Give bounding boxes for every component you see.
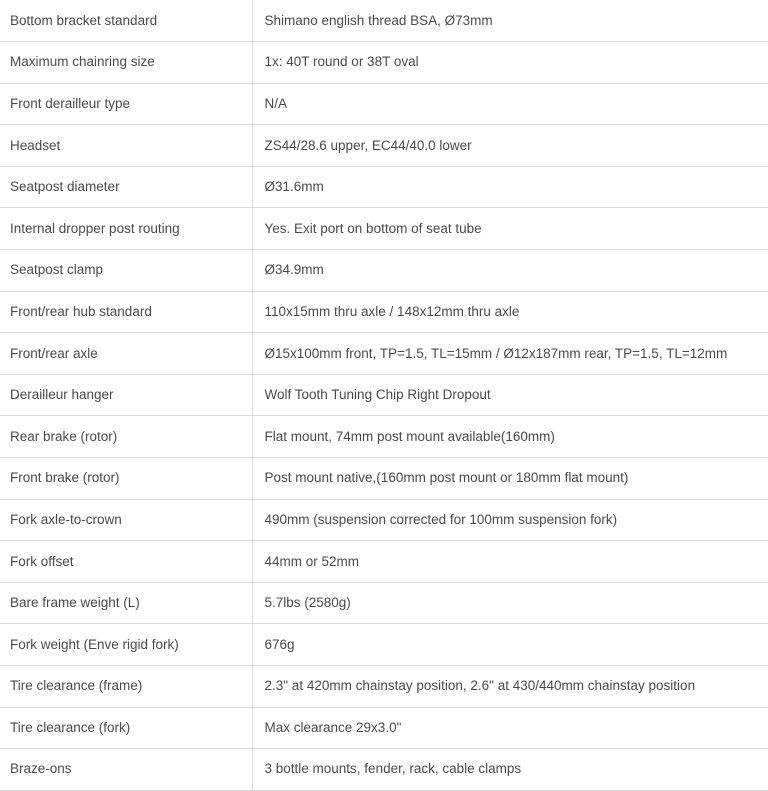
spec-value: Ø15x100mm front, TP=1.5, TL=15mm / Ø12x187mm rear, TP=1.5, TL=12mm bbox=[264, 345, 728, 361]
table-row bbox=[0, 83, 768, 125]
spec-value: 490mm (suspension corrected for 100mm suspension fork) bbox=[264, 511, 618, 527]
table-row bbox=[0, 333, 768, 375]
spec-label: Seatpost clamp bbox=[0, 250, 252, 292]
spec-label: Tire clearance (fork) bbox=[0, 707, 252, 749]
spec-label: Braze-ons bbox=[0, 749, 252, 791]
table-row bbox=[0, 541, 768, 583]
spec-value: N/A bbox=[264, 95, 288, 111]
spec-label: Derailleur hanger bbox=[0, 374, 252, 416]
table-row bbox=[0, 125, 768, 167]
table-row bbox=[0, 374, 768, 416]
spec-label: Fork weight (Enve rigid fork) bbox=[0, 624, 252, 666]
table-row bbox=[0, 42, 768, 84]
spec-value: 1x: 40T round or 38T oval bbox=[264, 54, 419, 70]
spec-label: Bottom bracket standard bbox=[0, 0, 252, 42]
spec-label: Fork axle-to-crown bbox=[0, 499, 252, 541]
table-row bbox=[0, 707, 768, 749]
table-row bbox=[0, 416, 768, 458]
table-row bbox=[0, 0, 768, 42]
spec-label: Bare frame weight (L) bbox=[0, 582, 252, 624]
table-row bbox=[0, 291, 768, 333]
spec-label: Front/rear axle bbox=[0, 333, 252, 375]
spec-value: ZS44/28.6 upper, EC44/40.0 lower bbox=[264, 137, 472, 153]
table-row bbox=[0, 166, 768, 208]
spec-label: Maximum chainring size bbox=[0, 42, 252, 84]
spec-value: Yes. Exit port on bottom of seat tube bbox=[264, 220, 482, 236]
table-row bbox=[0, 499, 768, 541]
spec-label: Front derailleur type bbox=[0, 83, 252, 125]
spec-value: Flat mount, 74mm post mount available(160mm) bbox=[264, 428, 555, 444]
table-row bbox=[0, 582, 768, 624]
spec-label: Tire clearance (frame) bbox=[0, 666, 252, 708]
spec-value: Shimano english thread BSA, Ø73mm bbox=[264, 12, 493, 28]
spec-value: 2.3" at 420mm chainstay position, 2.6" at 430/440mm chainstay position bbox=[264, 678, 696, 694]
spec-value: Max clearance 29x3.0" bbox=[264, 719, 402, 735]
spec-value: 110x15mm thru axle / 148x12mm thru axle bbox=[264, 303, 520, 319]
spec-label: Rear brake (rotor) bbox=[0, 416, 252, 458]
spec-label: Fork offset bbox=[0, 541, 252, 583]
table-row bbox=[0, 250, 768, 292]
spec-value: 5.7lbs (2580g) bbox=[264, 595, 351, 611]
spec-value: Wolf Tooth Tuning Chip Right Dropout bbox=[264, 387, 491, 403]
spec-value: Ø31.6mm bbox=[264, 179, 324, 195]
spec-label: Internal dropper post routing bbox=[0, 208, 252, 250]
spec-label: Front/rear hub standard bbox=[0, 291, 252, 333]
spec-value: 3 bottle mounts, fender, rack, cable clamps bbox=[264, 761, 522, 777]
spec-label: Seatpost diameter bbox=[0, 166, 252, 208]
spec-label: Headset bbox=[0, 125, 252, 167]
spec-value: 44mm or 52mm bbox=[264, 553, 360, 569]
table-row bbox=[0, 208, 768, 250]
spec-value: Post mount native,(160mm post mount or 180mm flat mount) bbox=[264, 470, 629, 486]
table-row bbox=[0, 458, 768, 500]
spec-label: Front brake (rotor) bbox=[0, 458, 252, 500]
spec-value: 676g bbox=[264, 636, 295, 652]
spec-value: Ø34.9mm bbox=[264, 262, 324, 278]
table-row bbox=[0, 624, 768, 666]
table-row bbox=[0, 666, 768, 708]
table-row bbox=[0, 749, 768, 791]
